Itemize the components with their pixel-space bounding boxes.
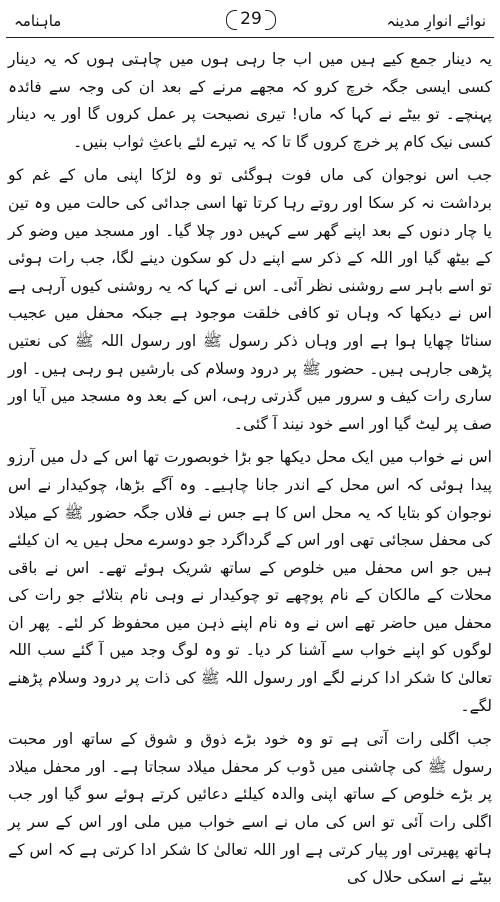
paragraph-4: جب اگلی رات آتی ہے تو وہ خود بڑے ذوق و شوق کے ساتھ اور محبت رسول ﷺ کی چاشنی میں ڈوب کر محفل میلاد سجاتا ہے۔ اور محفل میلاد پر بڑے خلوص کے ساتھ اپنی والدہ کیلئے دعائیں کرتے ہوئے سو گیا اور جب اگلی رات آئی تو اس کی ماں نے اسے خواب میں ملی اور اس کے سر پر ہاتھ پھیرتی اور پیار کرتی ہے اور اللہ تعالیٰ کا شکر ادا کرتی ہے کہ اس کے بیٹے نے اسکی حلال کی [8,730,492,887]
page-number: 29 [230,7,272,31]
magazine-label: ماہنامہ [14,12,62,30]
paragraph-2: جب اس نوجوان کی ماں فوت ہوگئی تو وہ لڑکا اپنی ماں کے غم کو برداشت نہ کر سکا اور روتے رہا کرتا تھا اسی جدائی کی حالت میں وہ تین یا چار دنوں کے بعد اپنے گھر سے کہیں دور چلا گیا۔ اور مسجد میں وضو کر کے بیٹھ گیا اور اللہ کے ذکر سے اپنے دل کو سکون دینے لگا، جب رات ہوئی تو اسے باہر سے روشنی نظر آئی۔ اس نے کہا کہ یہ روشنی کیوں آرہی ہے اس نے دیکھا کہ وہاں تو کافی خلقت موجود ہے جبکہ محفل میں عجیب سناٹا چھایا ہوا ہے اور وہاں ذکر رسول ﷺ اور رسول اللہ ﷺ کی نعتیں پڑھی جارہی ہیں۔ حضور ﷺ پر درود وسلام کی بارشیں ہو رہی ہیں۔ اور ساری رات کیف و سرور میں گذرتی رہی، اس کے بعد وہ مسجد میں آیا اور صف پر لیٹ گیا اور اسے خود نیند آ گئی۔ [8,166,492,433]
running-title: نوائے انوارِ مدینہ [386,12,486,30]
header-rule [6,37,494,38]
paragraph-3: اس نے خواب میں ایک محل دیکھا جو بڑا خوبصورت تھا اس کے دل میں آرزو پیدا ہوئی کہ اس محل کے اندر جانا چاہیے۔ وہ آگے بڑھا، چوکیدار نے اس نوجوان کو بتایا کہ یہ محل اس کا ہے جس نے فلاں جگہ حضور ﷺ کے میلاد کی محفل سجائی تھی اور اس کے گرداگرد جو دوسرے محل ہیں یہ ان کیلئے ہیں جو اس محفل میں خلوص کے ساتھ شریک ہوئے تھے۔ اس نے باقی محلات کے مالکان کے نام پوچھے تو چوکیدار نے وہی نام بتلائے جو رات کی محفل میں حاضر تھے اس نے وہ نام اپنے ذہن میں محفوظ کر لئے۔ پھر ان لوگوں کو اپنے خواب سے آشنا کر دیا۔ تو وہ لوگ وجد میں آ گئے سب اللہ تعالیٰ کا شکر ادا کرنے لگے اور رسول اللہ ﷺ کی ذات پر درود وسلام پڑھنے لگے۔ [8,448,492,715]
paragraph-1: یہ دینار جمع کیے ہیں میں اب جا رہی ہوں میں چاہتی ہوں کہ یہ دینار کسی ایسی جگہ خرچ کرو کہ مجھے مرنے کے بعد ان کی وجہ سے فائدہ پہنچے۔ تو بیٹے نے کہا کہ ماں! تیری نصیحت پر عمل کروں گا اور یہ دینار کسی نیک کام پر خرچ کروں گا تا کہ یہ تیرے لئے باعثِ ثواب بنیں۔ [8,50,492,151]
page-header [0,0,500,42]
article-body [8,46,492,892]
